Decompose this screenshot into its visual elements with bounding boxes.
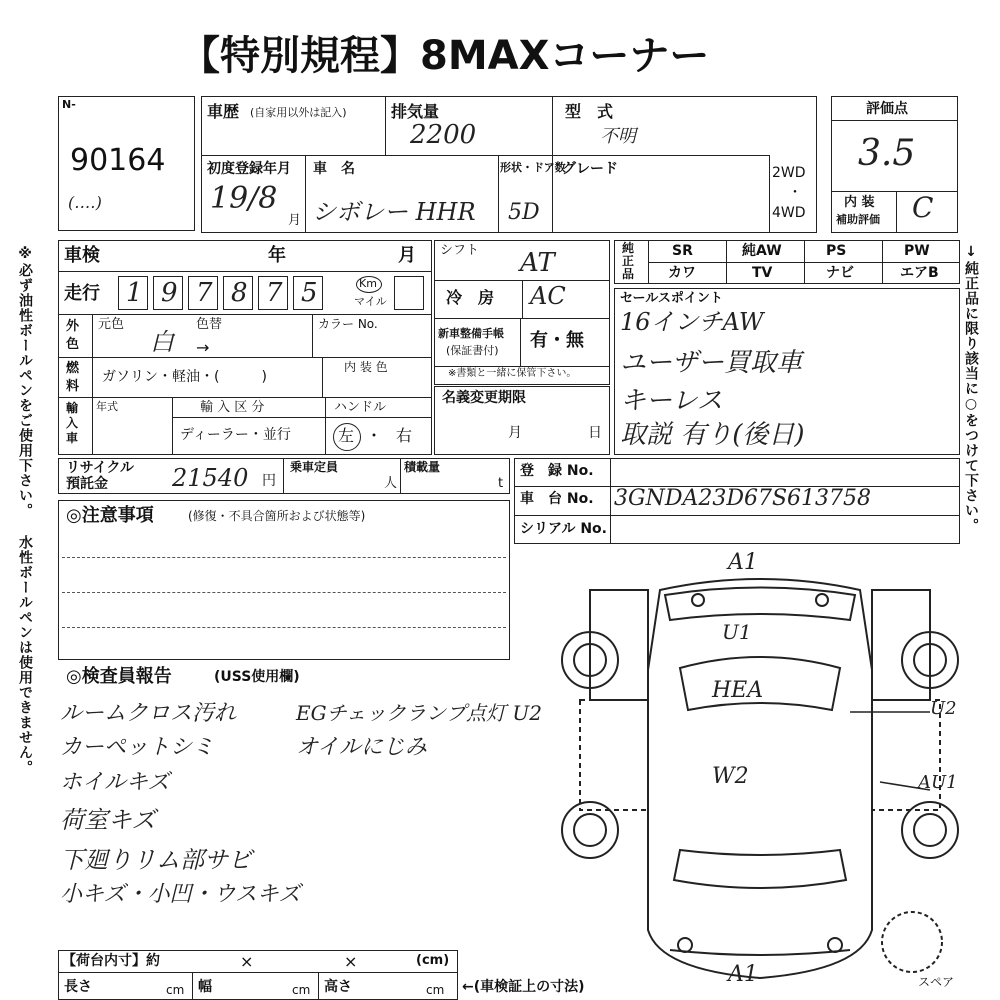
name-change-label: 名義変更期限 xyxy=(442,390,526,406)
first-reg-label: 初度登録年月 xyxy=(207,161,291,177)
manual-value: 有・無 xyxy=(530,330,584,351)
import-type-value: ディーラー・並行 xyxy=(180,427,291,443)
genuine-sr: SR xyxy=(672,243,693,259)
first-reg-value: 19/8 xyxy=(210,181,278,216)
notes-sub: (修復・不具合箇所および状態等) xyxy=(188,509,366,523)
reg-no-label: 登 録 No. xyxy=(520,463,594,479)
dims-label: 【荷台内寸】約 xyxy=(62,953,160,969)
form-title: 【特別規程】8MAXコーナー xyxy=(180,33,710,79)
capacity-label: 乗車定員 xyxy=(290,460,339,474)
n-hand-note: (‥‥) xyxy=(68,193,102,212)
person-unit: 人 xyxy=(384,476,398,491)
shape-value: 5D xyxy=(508,200,540,225)
drive-dot: ・ xyxy=(788,185,802,201)
diagram-label-bottom: A1 xyxy=(728,962,758,987)
left-ink-note: ※必ず油性ボールペンをご使用下さい。 水性ボールペンは使用できません。 xyxy=(17,246,33,775)
ton-unit: t xyxy=(498,476,504,491)
spare-label: スペア xyxy=(918,975,955,989)
import-label: 輸入車 xyxy=(66,401,79,445)
name-change-month: 月 xyxy=(508,425,522,441)
report-line-right: オイルにじみ xyxy=(296,735,427,760)
sales-line: ユーザー買取車 xyxy=(620,348,803,378)
shape-label: 形状・ドア数 xyxy=(500,161,566,174)
report-sub: (USS使用欄) xyxy=(214,669,300,685)
dims-width-unit: cm xyxy=(292,983,311,997)
drive-2wd: 2WD xyxy=(772,165,806,181)
recycle-label-2: 預託金 xyxy=(66,476,108,492)
chassis-no-value: 3GNDA23D67S613758 xyxy=(614,486,872,511)
report-line: カーペットシミ xyxy=(60,735,215,760)
genuine-airbag: エアB xyxy=(900,265,939,281)
mileage-label: 走行 xyxy=(64,283,100,304)
mileage-digit: 5 xyxy=(301,278,318,308)
repaint-label: 色替 xyxy=(196,317,223,332)
score-value: 3.5 xyxy=(858,133,916,174)
history-label: 車歴 xyxy=(207,102,240,121)
ac-value: AC xyxy=(530,282,566,310)
interior-label: 内 装 xyxy=(844,195,875,210)
model-label: 型 式 xyxy=(565,102,614,121)
grade-label: グレード xyxy=(562,161,618,177)
displacement-value: 2200 xyxy=(410,120,477,150)
dims-x2: × xyxy=(344,952,358,971)
first-reg-unit: 月 xyxy=(288,213,302,228)
car-diagram xyxy=(550,550,980,990)
report-line-right: EGチェックランプ点灯 U2 xyxy=(296,701,542,725)
shaken-month-label: 月 xyxy=(398,245,416,266)
fuel-value: ガソリン・軽油・( ) xyxy=(102,369,267,385)
report-label: ◎検査員報告 xyxy=(66,666,172,687)
interior-sub: 補助評価 xyxy=(836,213,880,226)
repaint-arrow: → xyxy=(196,338,210,357)
orig-color-value: 白 xyxy=(150,328,174,356)
int-color-label: 内 装 色 xyxy=(344,360,388,374)
report-line: 下廻りリム部サビ xyxy=(60,846,252,874)
dims-height-unit: cm xyxy=(426,983,445,997)
mileage-digit: 1 xyxy=(126,278,143,308)
diagram-label-u1: U1 xyxy=(722,620,752,644)
manual-label: 新車整備手帳 xyxy=(438,327,504,340)
inspection-grid xyxy=(58,240,432,455)
ext-color-label: 外色 xyxy=(66,319,80,352)
mileage-digit: 7 xyxy=(266,278,283,308)
manual-note: ※書類と一緒に保管下さい。 xyxy=(448,368,577,379)
km-label: Km xyxy=(359,277,377,290)
color-no-label: カラー No. xyxy=(318,317,378,331)
recycle-label: リサイクル xyxy=(66,460,135,476)
sales-line: 取説 有り(後日) xyxy=(620,420,805,450)
serial-no-label: シリアル No. xyxy=(520,521,607,537)
diagram-label-au1: AU1 xyxy=(918,772,958,793)
handle-sep: ・ xyxy=(366,426,383,445)
dims-length: 長さ xyxy=(64,979,92,995)
recycle-value: 21540 xyxy=(172,464,249,492)
model-year-label: 年式 xyxy=(96,400,118,413)
drive-4wd: 4WD xyxy=(772,205,806,221)
genuine-tv: TV xyxy=(752,265,773,281)
orig-color-label: 元色 xyxy=(98,317,125,332)
dims-length-unit: cm xyxy=(166,983,185,997)
handle-label: ハンドル xyxy=(334,400,387,415)
interior-value: C xyxy=(912,191,934,224)
mileage-digit: 7 xyxy=(196,278,213,308)
report-line: 荷室キズ xyxy=(60,806,156,834)
genuine-ps: PS xyxy=(826,243,847,259)
shift-label: シフト xyxy=(440,243,480,258)
mileage-digit: 8 xyxy=(231,278,248,308)
report-line: ホイルキズ xyxy=(60,770,170,795)
history-note: (自家用以外は記入) xyxy=(250,106,347,119)
import-type-label: 輸 入 区 分 xyxy=(200,400,265,415)
right-genuine-note: ↓純正品に限り該当に○をつけて下さい。 xyxy=(963,244,979,533)
dims-height: 高さ xyxy=(324,979,352,995)
genuine-navi: ナビ xyxy=(826,265,854,281)
yen-unit: 円 xyxy=(262,473,276,489)
sales-point-label: セールスポイント xyxy=(620,291,723,306)
dims-x1: × xyxy=(240,952,254,971)
report-line: ルームクロス汚れ xyxy=(60,701,237,726)
genuine-pw: PW xyxy=(904,243,930,259)
chassis-no-label: 車 台 No. xyxy=(520,491,594,507)
diagram-label-top: A1 xyxy=(728,550,758,575)
fuel-label: 燃料 xyxy=(66,361,80,394)
genuine-aw: 純AW xyxy=(742,243,782,259)
report-line: 小キズ・小凹・ウスキズ xyxy=(60,882,301,907)
diagram-label-w2: W2 xyxy=(712,764,749,789)
sales-line: キーレス xyxy=(620,386,723,416)
shaken-label: 車検 xyxy=(64,245,100,266)
manual-sub-label: (保証書付) xyxy=(446,344,499,357)
load-label: 積載量 xyxy=(404,460,441,474)
shift-value: AT xyxy=(520,248,555,278)
handle-right: 右 xyxy=(396,426,413,445)
dims-note: ←(車検証上の寸法) xyxy=(462,979,585,995)
dims-cm: (cm) xyxy=(416,953,450,968)
diagram-label-hea: HEA xyxy=(712,678,764,703)
mile-label: マイル xyxy=(354,295,387,308)
name-change-day: 日 xyxy=(588,425,602,441)
score-label: 評価点 xyxy=(866,101,908,117)
n-prefix: N- xyxy=(62,98,76,111)
shaken-year-label: 年 xyxy=(268,245,286,266)
genuine-leather: カワ xyxy=(668,265,696,281)
handle-left: 左 xyxy=(338,426,355,445)
car-name-label: 車 名 xyxy=(313,161,355,177)
ac-label: 冷 房 xyxy=(446,288,495,307)
sales-line: 16インチAW xyxy=(620,308,764,336)
notes-label: ◎注意事項 xyxy=(66,505,154,526)
car-name-value: シボレー HHR xyxy=(312,198,476,226)
displacement-label: 排気量 xyxy=(391,102,440,121)
diagram-label-u2: U2 xyxy=(930,698,957,719)
model-value: 不明 xyxy=(600,126,636,147)
mileage-digit: 9 xyxy=(161,278,178,308)
dims-width: 幅 xyxy=(198,979,212,995)
n-number: 90164 xyxy=(70,143,166,178)
genuine-label: 純正品 xyxy=(622,241,635,281)
